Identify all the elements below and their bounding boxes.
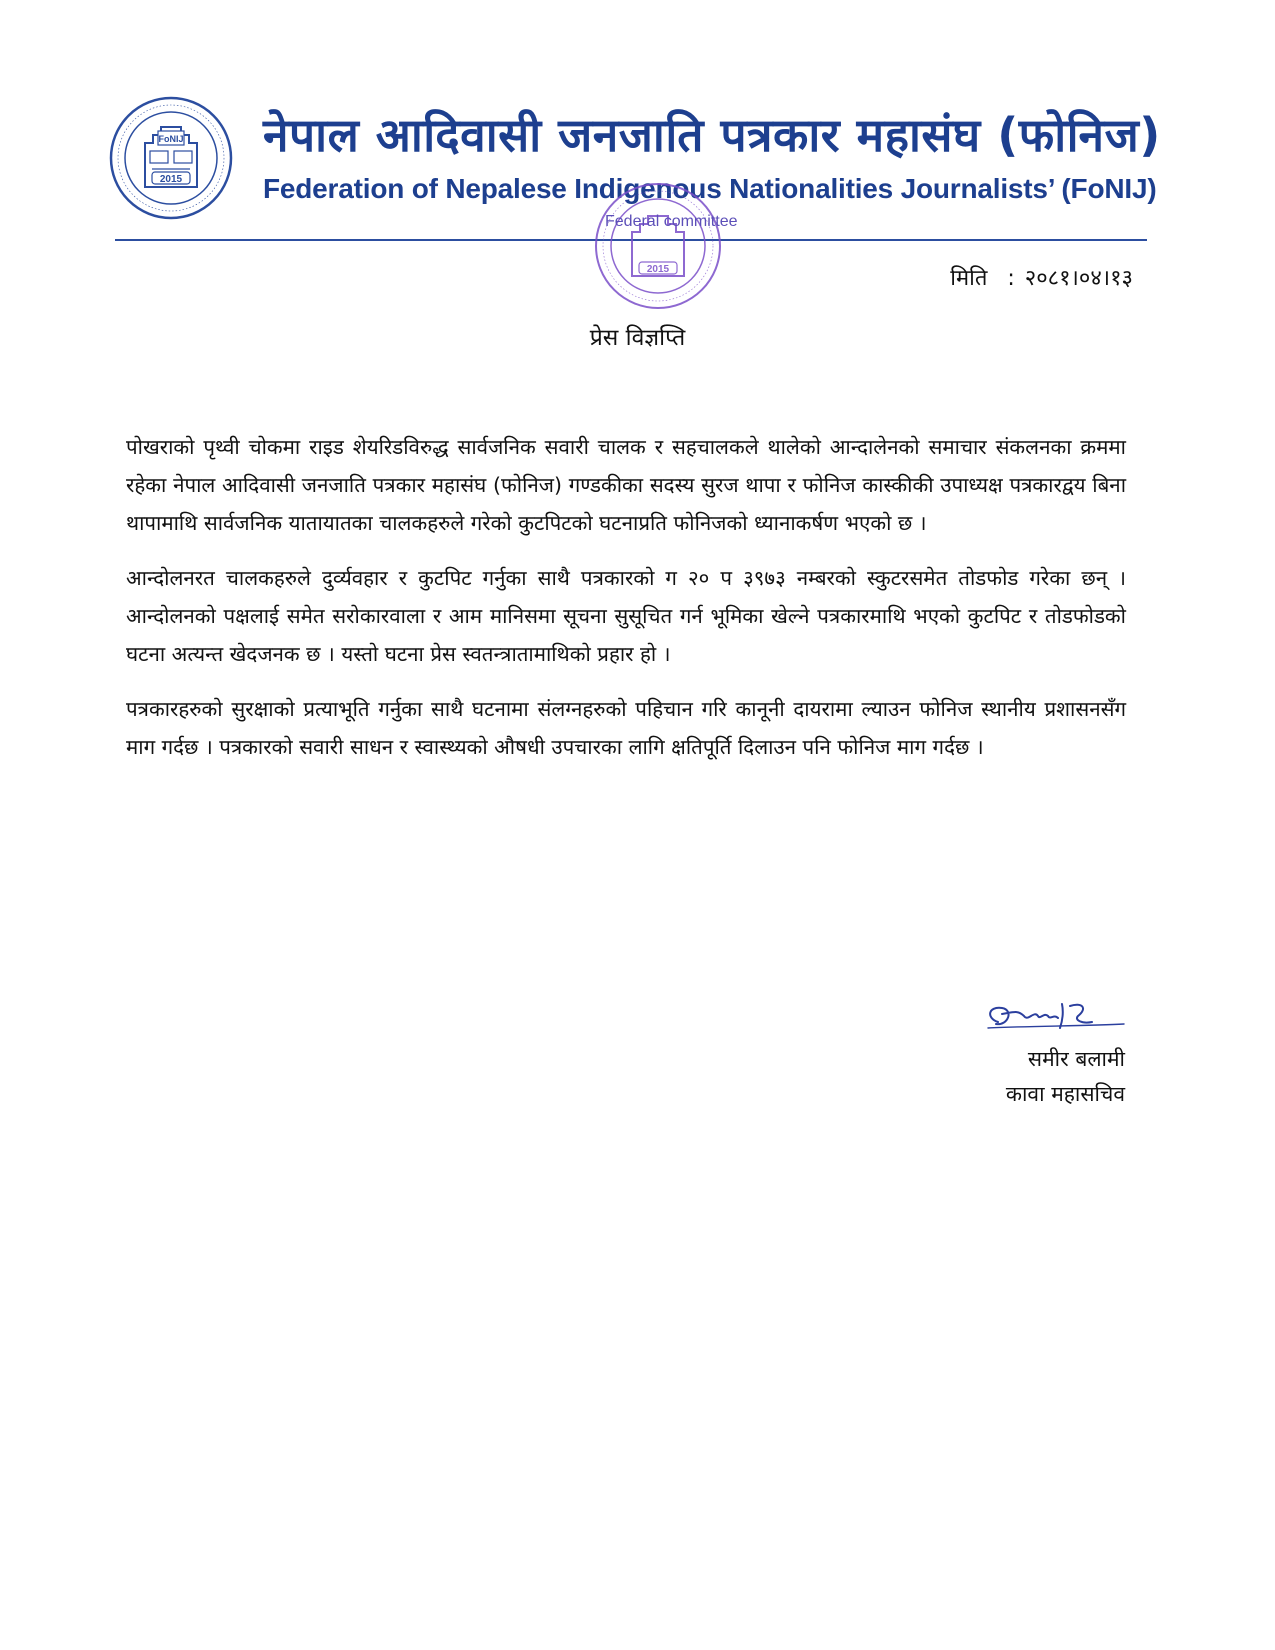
paragraph-3: पत्रकारहरुको सुरक्षाको प्रत्याभूति गर्नुका साथै घटनामा संलग्नहरुको पहिचान गरि कानूनी दायरामा ल्याउन फोनिज स्थानीय प्रशासनसँग माग गर्दछ । पत्रकारको सवारी साधन र स्वास्थ्यको औषधी उपचारका लागि क्षतिपूर्ति दिलाउन पनि फोनिज माग गर्दछ । [126,697,1126,759]
stamp-text: Federal committee [605,213,738,230]
paragraph-1: पोखराको पृथ्वी चोकमा राइड शेयरिडविरुद्ध सार्वजनिक सवारी चालक र सहचालकले थालेको आन्दालेनको समाचार संकलनका क्रममा रहेका नेपाल आदिवासी जनजाति पत्रकार महासंघ (फोनिज) गण्डकीका सदस्य सुरज थापा र फोनिज कास्कीकी उपाध्यक्ष पत्रकारद्वय बिना थापामाथि सार्वजनिक यातायातका चालकहरुले गरेको कुटपिटको घटनाप्रति फोनिजको ध्यानाकर्षण भएको छ । [126,435,1126,535]
logo-year: 2015 [159,174,183,185]
official-stamp [592,180,724,312]
date-label: मिति [950,266,988,291]
press-release-body [126,428,1126,783]
document-title: प्रेस विज्ञप्ति [589,325,686,351]
stamp-year: 2015 [646,264,670,275]
org-name-nepali: नेपाल आदिवासी जनजाति पत्रकार महासंघ (फोनिज) [263,108,1161,162]
logo-badge-text: FoNIJ [158,134,184,144]
paragraph-2: आन्दोलनरत चालकहरुले दुर्व्यवहार र कुटपिट गर्नुका साथै पत्रकारको ग २० प ३९७३ नम्बरको स्कुटरसमेत तोडफोड गरेका छन् । आन्दोलनको पक्षलाई समेत सरोकारवाला र आम मानिसमा सूचना सुसूचित गर्न भूमिका खेल्ने पत्रकारमाथि भएको कुटपिट र तोडफोडको घटना अत्यन्त खेदजनक छ । यस्तो घटना प्रेस स्वतन्त्रातामाथिको प्रहार हो । [126,566,1126,666]
signatory-name: समीर बलामी [1027,1047,1125,1071]
date-line [950,262,1133,292]
signatory-title: कावा महासचिव [1005,1082,1125,1106]
date-separator: : [1007,266,1015,291]
org-name-english: Federation of Nepalese Indigenous Nationalities Journalists’ (FoNIJ) [263,173,1157,204]
date-value: २०८१।०४।१३ [1024,266,1133,291]
handwritten-signature [978,992,1128,1040]
fonij-logo [108,95,234,221]
